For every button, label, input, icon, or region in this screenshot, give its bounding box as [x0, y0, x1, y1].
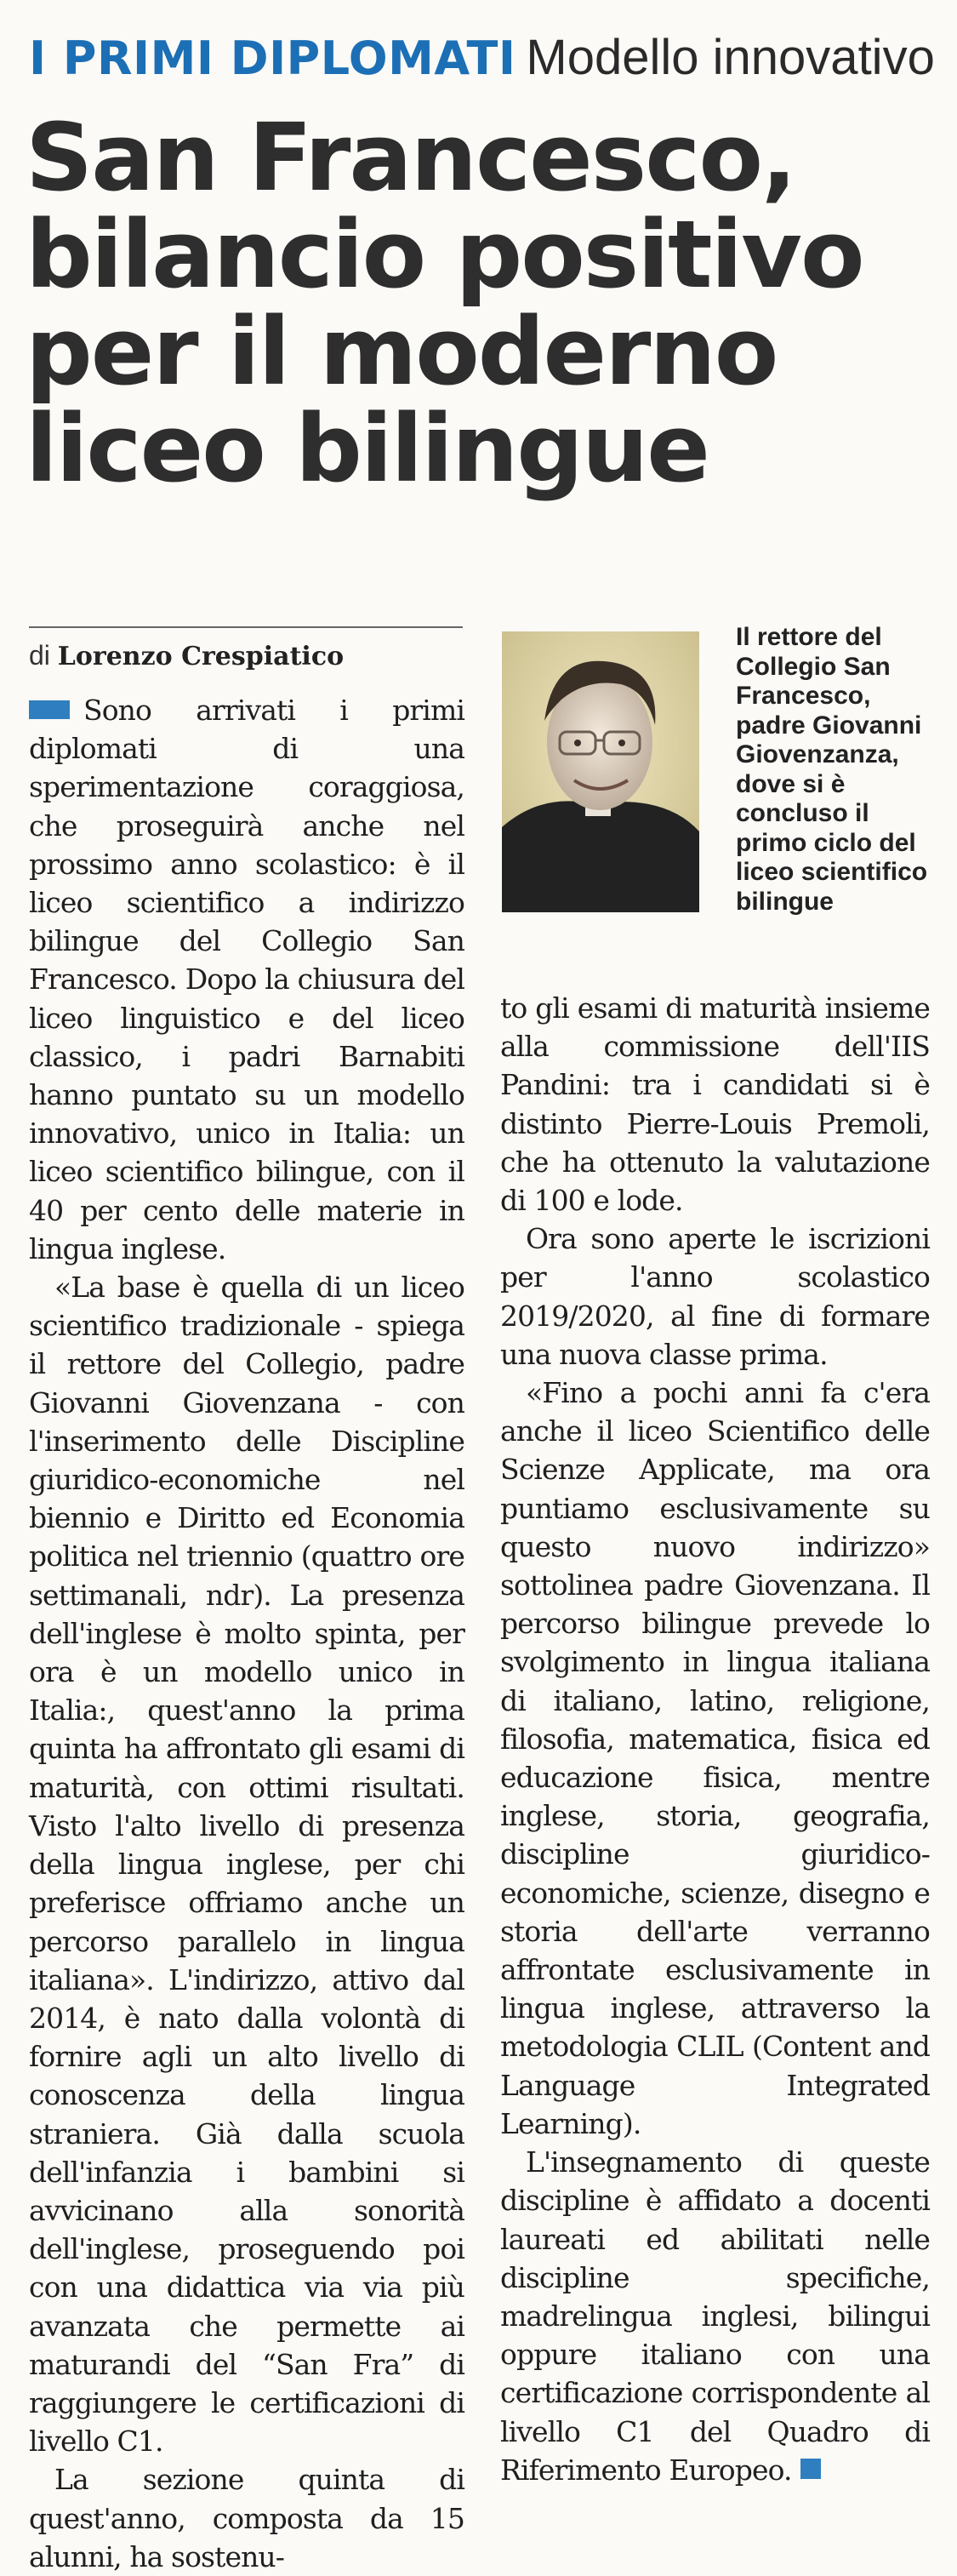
rector-photo	[502, 631, 699, 912]
byline-prefix: di	[29, 640, 50, 671]
article-paragraph	[29, 691, 464, 1268]
headline: San Francesco, bilancio positivo per il moderno liceo bilingue	[26, 103, 863, 503]
article-column-2	[500, 989, 930, 2489]
byline	[29, 640, 344, 671]
article-paragraph: La sezione quinta di quest'anno, composta da 15 alunni, ha sostenu-	[29, 2463, 464, 2573]
photo-caption: Il rettore del Collegio San Francesco, padre Giovanni Giovenzanza, dove si è concluso il primo ciclo del liceo scientifico bilingue	[736, 623, 928, 916]
section-subtitle: Modello innovativo	[526, 30, 935, 85]
article-column-1	[29, 691, 464, 2576]
paragraph-text: Sono arrivati i primi diplomati di una sperimentazione coraggiosa, che proseguirà anche nel prossimo anno scolastico: è il liceo scientifico a indirizzo bilingue del Collegio San Francesco. Dopo la chiusura del liceo linguistico e del liceo classico, i padri Barnabiti hanno puntato su un modello innovativo, unico in Italia: un liceo scientifico bilingue, con il 40 per cento delle materie in lingua inglese.	[29, 694, 464, 1265]
article-paragraph: «Fino a pochi anni fa c'era anche il liceo Scientifico delle Scienze Applicate, ma ora puntiamo esclusivamente su questo nuovo indirizzo» sottolinea padre Giovenzana. Il percorso bilingue prevede lo svolgimento in lingua italiana di italiano, latino, religione, filosofia, matematica, fisica ed educazione fisica, mentre inglese, storia, geografia, discipline giuridico-economiche, scienze, disegno e storia dell'arte verranno affrontate esclusivamente in lingua inglese, attraverso la metodologia CLIL (Content and Language Integrated Learning).	[500, 1376, 930, 2140]
byline-divider	[29, 626, 463, 628]
paragraph-text: L'insegnamento di queste discipline è affidato a docenti laureati ed abilitati nelle discipline specifiche, madrelingua inglesi, bilingui oppure italiano con una certificazione corrispondente al livello C1 del Quadro di Riferimento Europeo.	[500, 2145, 930, 2487]
article-paragraph	[500, 2143, 930, 2489]
article-paragraph: «La base è quella di un liceo scientifico tradizionale - spiega il rettore del Collegio, padre Giovanni Giovenzana - con l'inserimento delle Discipline giuridico-economiche nel biennio e Diritto ed Economia politica nel triennio (quattro ore settimanali, ndr). La presenza dell'inglese è molto spinta, per ora è un modello unico in Italia:, quest'anno la prima quinta ha affrontato gli esami di maturità, con ottimi risultati. Visto l'alto livello di presenza della lingua inglese, per chi preferisce offriamo anche un percorso parallelo in lingua italiana». L'indirizzo, attivo dal 2014, è nato dalla volontà di fornire agli un alto livello di conoscenza della lingua straniera. Già dalla scuola dell'infanzia i bambini si avvicinano alla sonorità dell'inglese, proseguendo poi con una didattica via via più avanzata che permette ai maturandi del “San Fra” di raggiungere le certificazioni di livello C1.	[29, 1271, 464, 2459]
kicker	[29, 29, 935, 86]
article-paragraph: to gli esami di maturità insieme alla commissione dell'IIS Pandini: tra i candidati si è distinto Pierre-Louis Premoli, che ha ottenuto la valutazione di 100 e lode.	[500, 991, 930, 1218]
end-marker	[800, 2459, 821, 2479]
byline-author: Lorenzo Crespiatico	[57, 642, 345, 671]
portrait-illustration	[502, 631, 699, 912]
lead-marker	[29, 700, 70, 719]
section-tag: I PRIMI DIPLOMATI	[29, 31, 516, 85]
article-paragraph: Ora sono aperte le iscrizioni per l'anno scolastico 2019/2020, al fine di formare una nuova classe prima.	[500, 1222, 930, 1371]
